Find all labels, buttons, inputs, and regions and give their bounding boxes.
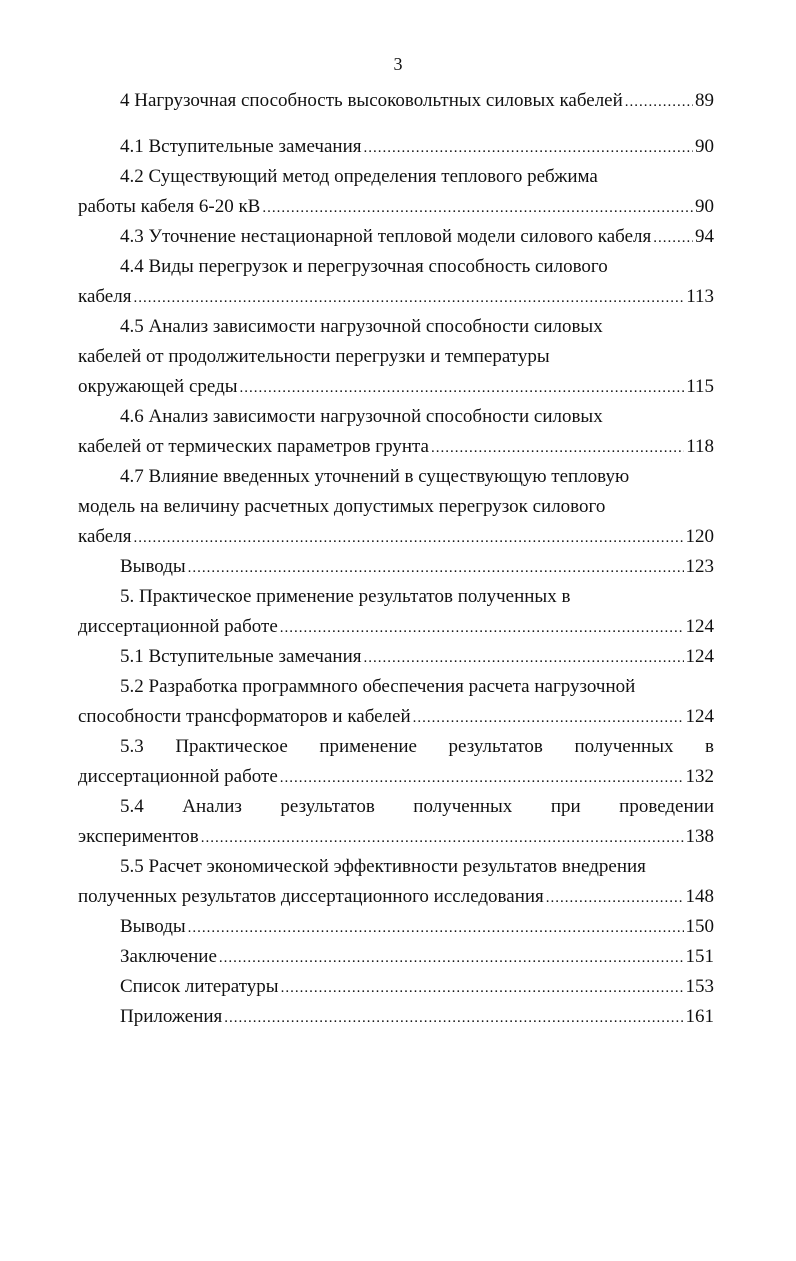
- toc-entry-title: 4.1 Вступительные замечания: [120, 136, 362, 157]
- leader-dots: [280, 763, 684, 792]
- toc-entry-title-line: 4.7 Влияние введенных уточнений в существующую тепловую: [120, 466, 630, 487]
- leader-dots: [546, 883, 684, 912]
- toc-entry-chapter-4[interactable]: [78, 86, 714, 116]
- toc-entry-page: 124: [685, 616, 714, 637]
- leader-dots: [625, 87, 693, 116]
- toc-entry-title-line: кабеля: [78, 286, 132, 307]
- leader-dots: [201, 823, 684, 852]
- toc-entry-page: 124: [685, 706, 714, 727]
- page-number: 3: [393, 54, 403, 74]
- leader-dots: [188, 913, 684, 942]
- toc-entry-title: 4.3 Уточнение нестационарной тепловой модели силового кабеля: [120, 226, 652, 247]
- toc-entry-4-2[interactable]: [78, 162, 714, 222]
- toc-entry-title: Выводы: [120, 556, 186, 577]
- toc-entry-page: 123: [685, 556, 714, 577]
- toc-entry-title-line: 5.2 Разработка программного обеспечения расчета нагрузочной: [120, 676, 636, 697]
- toc-entry-title-line: диссертационной работе: [78, 766, 278, 787]
- leader-dots: [262, 193, 693, 222]
- toc-entry-title: Выводы: [120, 916, 186, 937]
- toc-entry-title-line: 5. Практическое применение результатов полученных в: [120, 586, 571, 607]
- leader-dots: [240, 373, 685, 402]
- table-of-contents: [78, 86, 714, 1032]
- toc-entry-title-line: 5.5 Расчет экономической эффективности результатов внедрения: [120, 856, 646, 877]
- leader-dots: [363, 133, 693, 162]
- toc-entry-appendices[interactable]: [78, 1002, 714, 1032]
- leader-dots: [133, 283, 684, 312]
- toc-entry-5-4[interactable]: [78, 792, 714, 852]
- toc-entry-title-line: 4.5 Анализ зависимости нагрузочной способности силовых: [120, 316, 603, 337]
- toc-entry-title-line: кабеля: [78, 526, 132, 547]
- toc-entry-title-line: полученных результатов диссертационного исследования: [78, 886, 544, 907]
- toc-entry-title-line: кабелей от термических параметров грунта: [78, 436, 429, 457]
- toc-entry-summary[interactable]: [78, 942, 714, 972]
- toc-entry-conclusions-ch5[interactable]: [78, 912, 714, 942]
- toc-entry-references[interactable]: [78, 972, 714, 1002]
- toc-entry-page: 138: [685, 826, 714, 847]
- toc-entry-4-5[interactable]: [78, 312, 714, 402]
- leader-dots: [653, 223, 693, 252]
- toc-entry-page: 151: [685, 946, 714, 967]
- toc-entry-title: Заключение: [120, 946, 217, 967]
- toc-entry-page: 150: [685, 916, 714, 937]
- toc-entry-page: 94: [695, 226, 714, 247]
- leader-dots: [281, 973, 684, 1002]
- toc-entry-4-1[interactable]: [78, 132, 714, 162]
- toc-entry-title-line: 4.4 Виды перегрузок и перегрузочная способность силового: [120, 256, 608, 277]
- toc-entry-title-line: экспериментов: [78, 826, 199, 847]
- toc-entry-page: 148: [685, 886, 714, 907]
- toc-entry-page: 90: [695, 136, 714, 157]
- toc-entry-page: 120: [685, 526, 714, 547]
- toc-entry-5-2[interactable]: [78, 672, 714, 732]
- leader-dots: [188, 553, 684, 582]
- leader-dots: [431, 433, 684, 462]
- toc-entry-page: 89: [695, 90, 714, 111]
- toc-entry-page: 153: [685, 976, 714, 997]
- toc-entry-title: 5.1 Вступительные замечания: [120, 646, 362, 667]
- toc-entry-title-line: модель на величину расчетных допустимых перегрузок силового: [78, 496, 606, 517]
- toc-entry-conclusions-ch4[interactable]: [78, 552, 714, 582]
- toc-entry-title: Приложения: [120, 1006, 223, 1027]
- toc-entry-title-line: диссертационной работе: [78, 616, 278, 637]
- toc-entry-page: 113: [686, 286, 714, 307]
- toc-entry-page: 124: [685, 646, 714, 667]
- toc-entry-title-line: работы кабеля 6-20 кВ: [78, 196, 261, 217]
- leader-dots: [363, 643, 683, 672]
- leader-dots: [133, 523, 683, 552]
- toc-entry-page: 118: [686, 436, 714, 457]
- toc-entry-4-6[interactable]: [78, 402, 714, 462]
- toc-entry-page: 161: [685, 1006, 714, 1027]
- toc-entry-4-7[interactable]: [78, 462, 714, 552]
- toc-entry-5-5[interactable]: [78, 852, 714, 912]
- toc-entry-title-line: окружающей среды: [78, 376, 238, 397]
- toc-entry-title-line: 5.3 Практическое применение результатов полученных в: [120, 736, 714, 757]
- toc-entry-page: 132: [685, 766, 714, 787]
- leader-dots: [413, 703, 684, 732]
- toc-entry-title-line: 4.2 Существующий метод определения теплового ребжима: [120, 166, 598, 187]
- toc-entry-chapter-5[interactable]: [78, 582, 714, 642]
- leader-dots: [224, 1003, 683, 1032]
- toc-entry-title: Список литературы: [120, 976, 279, 997]
- toc-entry-title: 4 Нагрузочная способность высоковольтных силовых кабелей: [120, 90, 623, 111]
- toc-entry-4-4[interactable]: [78, 252, 714, 312]
- leader-dots: [280, 613, 684, 642]
- leader-dots: [219, 943, 684, 972]
- toc-entry-page: 115: [686, 376, 714, 397]
- toc-entry-title-line: 4.6 Анализ зависимости нагрузочной способности силовых: [120, 406, 603, 427]
- toc-entry-5-1[interactable]: [78, 642, 714, 672]
- toc-entry-5-3[interactable]: [78, 732, 714, 792]
- toc-entry-4-3[interactable]: [78, 222, 714, 252]
- toc-entry-title-line: 5.4 Анализ результатов полученных при проведении: [120, 796, 714, 817]
- toc-entry-title-line: способности трансформаторов и кабелей: [78, 706, 411, 727]
- toc-entry-page: 90: [695, 196, 714, 217]
- toc-entry-title-line: кабелей от продолжительности перегрузки и температуры: [78, 346, 550, 367]
